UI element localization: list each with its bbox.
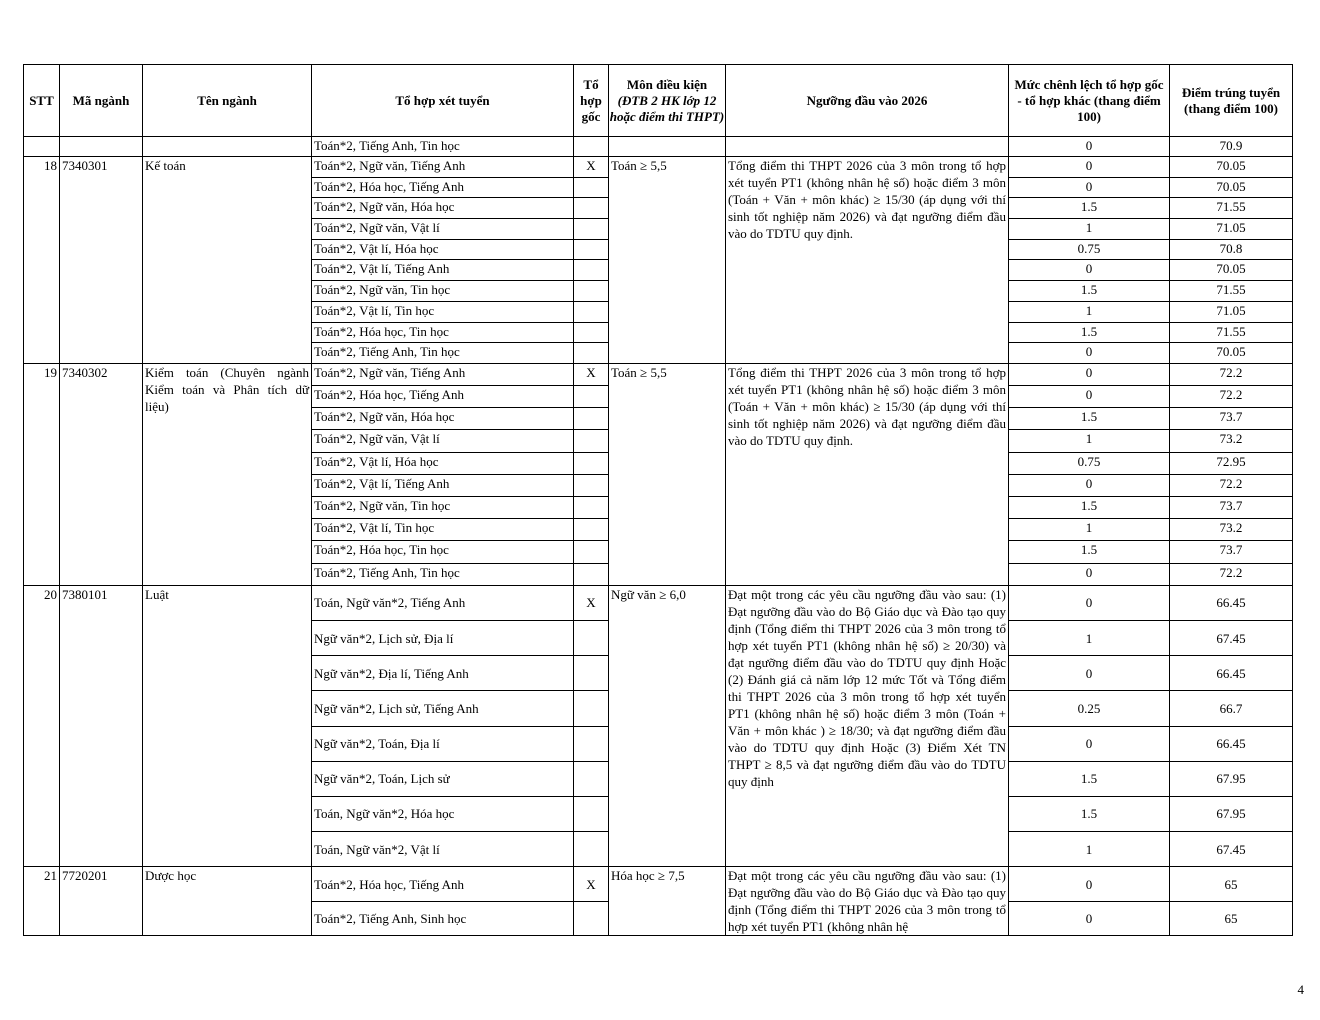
cell-stt: 20	[24, 585, 60, 867]
cell-mon-dieu-kien: Toán ≥ 5,5	[609, 157, 726, 364]
cell-chenh-lech: 1.5	[1009, 761, 1170, 796]
cell-to-hop: Toán*2, Hóa học, Tin học	[312, 541, 574, 563]
cell-chenh-lech: 1	[1009, 832, 1170, 867]
cell-chenh-lech: 0	[1009, 386, 1170, 408]
cell-to-hop-goc	[574, 691, 609, 726]
cell-diem: 65	[1170, 867, 1293, 902]
cell-chenh-lech: 0	[1009, 585, 1170, 620]
table-body	[24, 137, 1293, 936]
cell-chenh-lech: 1.5	[1009, 497, 1170, 519]
cell-to-hop: Toán, Ngữ văn*2, Hóa học	[312, 796, 574, 831]
cell-mon-dieu-kien: Toán ≥ 5,5	[609, 363, 726, 585]
cell-diem: 72.2	[1170, 386, 1293, 408]
cell-to-hop: Toán*2, Hóa học, Tin học	[312, 322, 574, 343]
cell-diem: 70.05	[1170, 177, 1293, 198]
cell-diem: 73.2	[1170, 430, 1293, 452]
cell-to-hop: Toán*2, Ngữ văn, Tin học	[312, 497, 574, 519]
cell-mon-dieu-kien	[609, 137, 726, 157]
cell-diem: 72.2	[1170, 563, 1293, 585]
cell-diem: 66.7	[1170, 691, 1293, 726]
cell-chenh-lech: 0	[1009, 137, 1170, 157]
cell-chenh-lech: 0	[1009, 867, 1170, 902]
cell-chenh-lech: 1	[1009, 301, 1170, 322]
cell-diem: 70.05	[1170, 343, 1293, 364]
table-row	[24, 363, 1293, 385]
table-row	[24, 137, 1293, 157]
cell-diem: 70.05	[1170, 260, 1293, 281]
cell-to-hop: Toán*2, Hóa học, Tiếng Anh	[312, 386, 574, 408]
cell-diem: 67.95	[1170, 796, 1293, 831]
cell-nguong: Đạt một trong các yêu cầu ngưỡng đầu vào sau: (1) Đạt ngưỡng đầu vào do Bộ Giáo dục và Đào tạo quy định (Tổng điểm thi THPT 2026 của 3 môn trong tổ hợp xét tuyển PT1 (không nhân hệ số) ≥ 20/30) và đạt ngưỡng điểm đầu vào do TDTU quy định Hoặc (2) Đánh giá cả năm lớp 12 mức Tốt và Tổng điểm thi THPT 2026 của 3 môn trong tổ hợp xét tuyển PT1 (không nhân hệ số) hoặc điểm 3 môn (Toán + Văn + môn khác ) ≥ 18/30; và đạt ngưỡng điểm đầu vào do TDTU quy định Hoặc (3) Điểm Xét TN THPT ≥ 8,5 và đạt ngưỡng điểm đầu vào do TDTU quy định	[726, 585, 1009, 867]
cell-to-hop: Ngữ văn*2, Địa lí, Tiếng Anh	[312, 656, 574, 691]
cell-diem: 72.2	[1170, 363, 1293, 385]
header-ma-nganh: Mã ngành	[60, 65, 143, 137]
cell-chenh-lech: 0	[1009, 343, 1170, 364]
cell-to-hop: Toán*2, Ngữ văn, Hóa học	[312, 198, 574, 219]
cell-chenh-lech: 0	[1009, 563, 1170, 585]
cell-chenh-lech: 0.75	[1009, 239, 1170, 260]
cell-to-hop: Toán*2, Tiếng Anh, Tin học	[312, 563, 574, 585]
page-number: 4	[1297, 982, 1304, 997]
cell-diem: 73.7	[1170, 541, 1293, 563]
cell-to-hop: Toán, Ngữ văn*2, Tiếng Anh	[312, 585, 574, 620]
cell-chenh-lech: 1.5	[1009, 796, 1170, 831]
cell-to-hop: Ngữ văn*2, Toán, Lịch sử	[312, 761, 574, 796]
cell-to-hop-goc	[574, 281, 609, 302]
cell-to-hop-goc	[574, 452, 609, 474]
cell-stt	[24, 137, 60, 157]
cell-stt: 18	[24, 157, 60, 364]
table-row	[24, 585, 1293, 620]
cell-nguong: Đạt một trong các yêu cầu ngưỡng đầu vào sau: (1) Đạt ngưỡng đầu vào do Bộ Giáo dục và Đào tạo quy định (Tổng điểm thi THPT 2026 của 3 môn trong tổ hợp xét tuyển PT1 (không nhân hệ	[726, 867, 1009, 936]
cell-chenh-lech: 0	[1009, 901, 1170, 936]
cell-stt: 21	[24, 867, 60, 936]
cell-diem: 66.45	[1170, 726, 1293, 761]
cell-nguong: Tổng điểm thi THPT 2026 của 3 môn trong tổ hợp xét tuyển PT1 (không nhân hệ số) hoặc điểm 3 môn (Toán + Văn + môn khác) ≥ 15/30 (áp dụng với thí sinh tốt nghiệp năm 2026) và đạt ngưỡng điểm đầu vào do TDTU quy định.	[726, 157, 1009, 364]
cell-diem: 73.7	[1170, 408, 1293, 430]
cell-diem: 73.7	[1170, 497, 1293, 519]
cell-to-hop: Toán*2, Ngữ văn, Tiếng Anh	[312, 363, 574, 385]
cell-diem: 71.55	[1170, 198, 1293, 219]
cell-diem: 66.45	[1170, 585, 1293, 620]
cell-diem: 70.8	[1170, 239, 1293, 260]
header-stt: STT	[24, 65, 60, 137]
cell-chenh-lech: 1	[1009, 519, 1170, 541]
cell-to-hop: Toán*2, Ngữ văn, Tiếng Anh	[312, 157, 574, 178]
cell-to-hop: Toán*2, Ngữ văn, Tin học	[312, 281, 574, 302]
cell-to-hop-goc	[574, 832, 609, 867]
cell-ten-nganh	[143, 137, 312, 157]
cell-diem: 67.95	[1170, 761, 1293, 796]
cell-chenh-lech: 1.5	[1009, 541, 1170, 563]
cell-mon-dieu-kien: Hóa học ≥ 7,5	[609, 867, 726, 936]
cell-chenh-lech: 0	[1009, 474, 1170, 496]
cell-chenh-lech: 0	[1009, 363, 1170, 385]
cell-diem: 70.05	[1170, 157, 1293, 178]
cell-to-hop: Toán*2, Tiếng Anh, Sinh học	[312, 901, 574, 936]
cell-chenh-lech: 1.5	[1009, 322, 1170, 343]
cell-to-hop: Toán*2, Vật lí, Tin học	[312, 301, 574, 322]
cell-to-hop-goc	[574, 386, 609, 408]
cell-diem: 67.45	[1170, 832, 1293, 867]
cell-diem: 73.2	[1170, 519, 1293, 541]
cell-nguong: Tổng điểm thi THPT 2026 của 3 môn trong tổ hợp xét tuyển PT1 (không nhân hệ số) hoặc điểm 3 môn (Toán + Văn + môn khác) ≥ 15/30 (áp dụng với thí sinh tốt nghiệp năm 2026) và đạt ngưỡng điểm đầu vào do TDTU quy định.	[726, 363, 1009, 585]
cell-to-hop-goc	[574, 519, 609, 541]
cell-chenh-lech: 0.25	[1009, 691, 1170, 726]
cell-to-hop-goc	[574, 260, 609, 281]
cell-diem: 72.95	[1170, 452, 1293, 474]
cell-to-hop: Toán*2, Hóa học, Tiếng Anh	[312, 177, 574, 198]
cell-to-hop-goc	[574, 497, 609, 519]
header-nguong: Ngưỡng đầu vào 2026	[726, 65, 1009, 137]
cell-to-hop-goc: X	[574, 585, 609, 620]
cell-to-hop-goc	[574, 239, 609, 260]
cell-chenh-lech: 1.5	[1009, 408, 1170, 430]
cell-chenh-lech: 0	[1009, 260, 1170, 281]
cell-to-hop: Toán*2, Ngữ văn, Hóa học	[312, 408, 574, 430]
cell-to-hop-goc: X	[574, 363, 609, 385]
header-to-hop-goc: Tổ hợp gốc	[574, 65, 609, 137]
cell-to-hop-goc	[574, 761, 609, 796]
cell-ma-nganh: 7340302	[60, 363, 143, 585]
cell-to-hop-goc	[574, 198, 609, 219]
admission-score-table	[23, 64, 1293, 936]
header-diem-trung-tuyen: Điểm trúng tuyển (thang điểm 100)	[1170, 65, 1293, 137]
cell-diem: 71.05	[1170, 219, 1293, 240]
cell-to-hop-goc	[574, 474, 609, 496]
cell-ten-nganh: Kế toán	[143, 157, 312, 364]
cell-ma-nganh: 7380101	[60, 585, 143, 867]
cell-to-hop-goc	[574, 541, 609, 563]
cell-to-hop: Toán*2, Ngữ văn, Vật lí	[312, 219, 574, 240]
cell-diem: 70.9	[1170, 137, 1293, 157]
cell-nguong	[726, 137, 1009, 157]
cell-to-hop: Ngữ văn*2, Lịch sử, Tiếng Anh	[312, 691, 574, 726]
cell-ten-nganh: Kiểm toán (Chuyên ngành Kiểm toán và Phân tích dữ liệu)	[143, 363, 312, 585]
cell-to-hop-goc	[574, 219, 609, 240]
cell-chenh-lech: 1	[1009, 219, 1170, 240]
cell-ma-nganh: 7720201	[60, 867, 143, 936]
cell-chenh-lech: 1.5	[1009, 198, 1170, 219]
header-muc-chenh-lech: Mức chênh lệch tổ hợp gốc - tổ hợp khác (thang điểm 100)	[1009, 65, 1170, 137]
cell-to-hop: Toán*2, Vật lí, Hóa học	[312, 239, 574, 260]
cell-to-hop: Ngữ văn*2, Lịch sử, Địa lí	[312, 620, 574, 655]
cell-ten-nganh: Dược học	[143, 867, 312, 936]
cell-stt: 19	[24, 363, 60, 585]
cell-to-hop-goc	[574, 137, 609, 157]
cell-to-hop-goc: X	[574, 867, 609, 902]
header-mon-dieu-kien-note: (ĐTB 2 HK lớp 12 hoặc điểm thi THPT)	[609, 92, 725, 124]
cell-ten-nganh: Luật	[143, 585, 312, 867]
cell-chenh-lech: 0	[1009, 726, 1170, 761]
cell-chenh-lech: 1	[1009, 620, 1170, 655]
table-row	[24, 157, 1293, 178]
cell-to-hop: Ngữ văn*2, Toán, Địa lí	[312, 726, 574, 761]
cell-diem: 65	[1170, 901, 1293, 936]
cell-chenh-lech: 0	[1009, 656, 1170, 691]
cell-to-hop-goc	[574, 563, 609, 585]
header-ten-nganh: Tên ngành	[143, 65, 312, 137]
cell-to-hop: Toán*2, Ngữ văn, Vật lí	[312, 430, 574, 452]
cell-to-hop: Toán, Ngữ văn*2, Vật lí	[312, 832, 574, 867]
cell-chenh-lech: 0	[1009, 177, 1170, 198]
cell-diem: 72.2	[1170, 474, 1293, 496]
cell-to-hop: Toán*2, Vật lí, Hóa học	[312, 452, 574, 474]
cell-ma-nganh	[60, 137, 143, 157]
table-header	[24, 65, 1293, 137]
cell-to-hop: Toán*2, Vật lí, Tiếng Anh	[312, 474, 574, 496]
header-to-hop: Tổ hợp xét tuyển	[312, 65, 574, 137]
cell-to-hop-goc: X	[574, 157, 609, 178]
cell-to-hop-goc	[574, 177, 609, 198]
cell-to-hop: Toán*2, Vật lí, Tiếng Anh	[312, 260, 574, 281]
cell-to-hop-goc	[574, 620, 609, 655]
cell-to-hop: Toán*2, Tiếng Anh, Tin học	[312, 343, 574, 364]
cell-to-hop-goc	[574, 656, 609, 691]
table-row	[24, 867, 1293, 902]
cell-chenh-lech: 0.75	[1009, 452, 1170, 474]
cell-to-hop-goc	[574, 343, 609, 364]
cell-to-hop-goc	[574, 901, 609, 936]
header-mon-dieu-kien-title: Môn điều kiện	[626, 76, 708, 92]
cell-chenh-lech: 1	[1009, 430, 1170, 452]
cell-diem: 71.05	[1170, 301, 1293, 322]
cell-to-hop-goc	[574, 726, 609, 761]
cell-to-hop-goc	[574, 408, 609, 430]
cell-diem: 66.45	[1170, 656, 1293, 691]
cell-to-hop: Toán*2, Hóa học, Tiếng Anh	[312, 867, 574, 902]
cell-to-hop: Toán*2, Vật lí, Tin học	[312, 519, 574, 541]
cell-diem: 71.55	[1170, 281, 1293, 302]
cell-to-hop: Toán*2, Tiếng Anh, Tin học	[312, 137, 574, 157]
cell-to-hop-goc	[574, 430, 609, 452]
cell-mon-dieu-kien: Ngữ văn ≥ 6,0	[609, 585, 726, 867]
cell-chenh-lech: 1.5	[1009, 281, 1170, 302]
cell-chenh-lech: 0	[1009, 157, 1170, 178]
cell-to-hop-goc	[574, 796, 609, 831]
cell-diem: 67.45	[1170, 620, 1293, 655]
cell-diem: 71.55	[1170, 322, 1293, 343]
cell-ma-nganh: 7340301	[60, 157, 143, 364]
cell-to-hop-goc	[574, 301, 609, 322]
cell-to-hop-goc	[574, 322, 609, 343]
header-mon-dieu-kien	[609, 65, 726, 137]
